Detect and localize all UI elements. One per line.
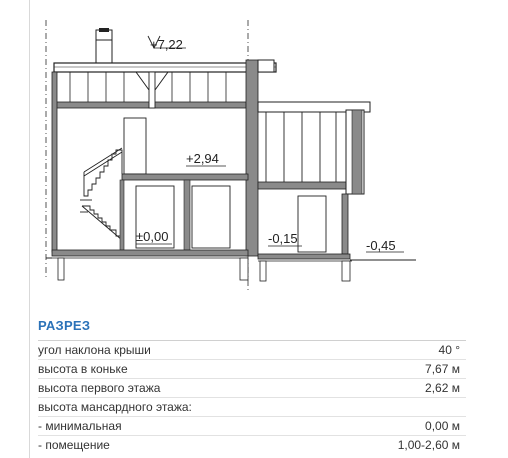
elevation-outside: -0,45 bbox=[366, 238, 396, 253]
spec-label: угол наклона крыши bbox=[38, 343, 151, 357]
inner-wall bbox=[120, 180, 124, 250]
spec-value: 1,00-2,60 м bbox=[397, 438, 460, 452]
spec-value: 7,67 м bbox=[425, 362, 460, 376]
left-border bbox=[29, 0, 30, 458]
spec-label: высота в коньке bbox=[38, 362, 128, 376]
spec-label: - минимальная bbox=[38, 419, 122, 433]
ground-slab bbox=[52, 250, 248, 280]
section-title: РАЗРЕЗ bbox=[38, 318, 91, 333]
spec-value: 40 ° bbox=[438, 343, 460, 357]
elevation-marker-right bbox=[268, 231, 302, 246]
spec-row bbox=[38, 416, 466, 435]
spec-row bbox=[38, 397, 466, 416]
door-right bbox=[192, 186, 230, 248]
chimney bbox=[96, 28, 112, 63]
elevation-marker-ridge bbox=[148, 36, 186, 52]
spec-value: 0,00 м bbox=[425, 419, 460, 433]
elevation-marker-ground bbox=[136, 229, 172, 244]
elevation-ridge: +7,22 bbox=[150, 37, 183, 52]
attic-door bbox=[124, 118, 146, 174]
elevation-ground-right: -0,15 bbox=[268, 231, 298, 246]
staircase bbox=[80, 148, 122, 240]
annex bbox=[258, 102, 370, 281]
spec-label: высота первого этажа bbox=[38, 381, 161, 395]
spec-value: 2,62 м bbox=[425, 381, 460, 395]
spec-row bbox=[38, 435, 466, 454]
specs-table bbox=[38, 340, 466, 454]
section-drawing bbox=[36, 0, 476, 300]
roof bbox=[54, 63, 276, 108]
inner-partition bbox=[184, 180, 190, 250]
elevation-ground-main: ±0,00 bbox=[136, 229, 169, 244]
elevation-marker-first-floor bbox=[186, 151, 226, 166]
spec-row bbox=[38, 378, 466, 397]
floor-slab bbox=[122, 174, 248, 180]
elevation-marker-outside bbox=[366, 238, 404, 253]
spec-row bbox=[38, 359, 466, 378]
spec-label: - помещение bbox=[38, 438, 110, 452]
elevation-first-floor: +2,94 bbox=[186, 151, 219, 166]
spec-label: высота мансардного этажа: bbox=[38, 400, 192, 414]
spec-row bbox=[38, 340, 466, 359]
